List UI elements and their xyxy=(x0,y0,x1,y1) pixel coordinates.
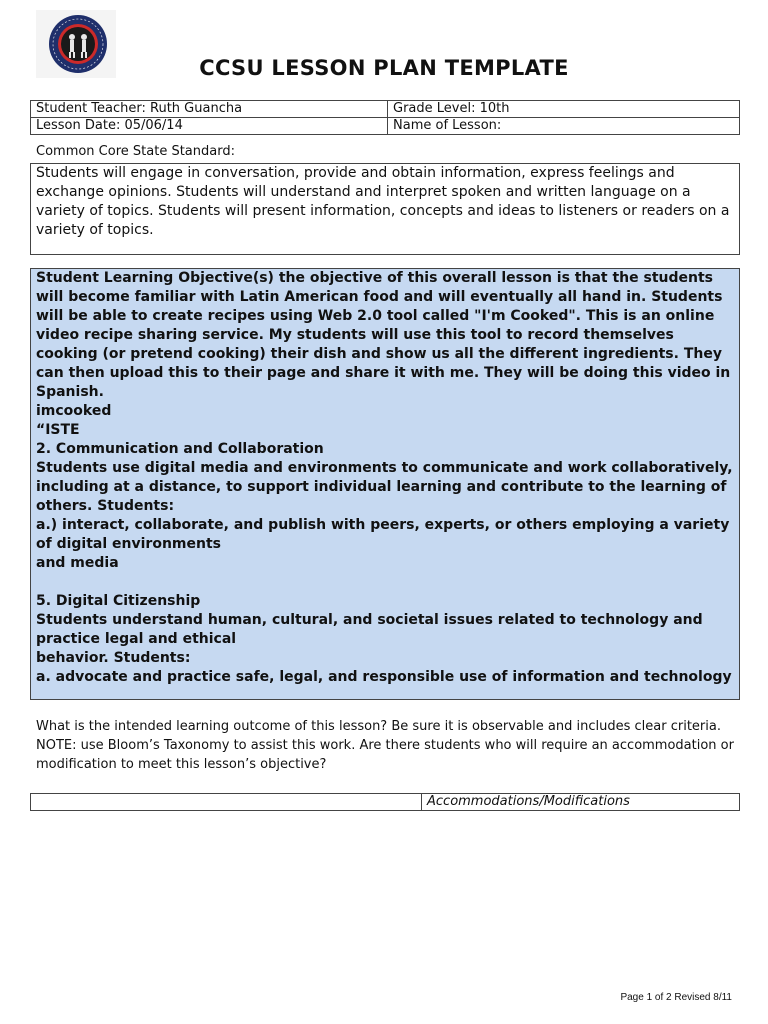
standard-2-item-a: a.) interact, collaborate, and publish with peers, experts, or others employing a variety of digital environments xyxy=(36,517,730,552)
spacer xyxy=(36,573,734,592)
imcooked-link[interactable]: imcooked xyxy=(36,403,112,419)
student-teacher-cell: Student Teacher: Ruth Guancha xyxy=(31,101,388,118)
iste-heading: “ISTE xyxy=(36,422,80,438)
standard-2-title: 2. Communication and Collaboration xyxy=(36,441,324,457)
standard-5-text: Students understand human, cultural, and societal issues related to technology and practice legal and ethical xyxy=(36,612,703,647)
standard-2-item-a-cont: and media xyxy=(36,555,119,571)
common-core-label: Common Core State Standard: xyxy=(36,144,235,159)
table-row xyxy=(31,794,740,811)
page-title: CCSU LESSON PLAN TEMPLATE xyxy=(199,56,569,80)
lesson-name-cell: Name of Lesson: xyxy=(388,118,740,135)
lesson-date-cell: Lesson Date: 05/06/14 xyxy=(31,118,388,135)
page-footer: Page 1 of 2 Revised 8/11 xyxy=(620,992,732,1003)
standard-5-text-cont: behavior. Students: xyxy=(36,650,191,666)
standard-5-title: 5. Digital Citizenship xyxy=(36,593,201,609)
accommodations-header-cell: Accommodations/Modifications xyxy=(422,794,740,811)
grade-level-cell: Grade Level: 10th xyxy=(388,101,740,118)
lesson-info-table xyxy=(30,100,740,135)
accommodations-table xyxy=(30,793,740,811)
table-row xyxy=(31,101,740,118)
accommodations-left-cell xyxy=(31,794,422,811)
standard-5-item-a: a. advocate and practice safe, legal, and responsible use of information and technology xyxy=(36,669,732,685)
standard-2-text: Students use digital media and environments to communicate and work collaboratively, including at a distance, to support individual learning and contribute to the learning of others. Students: xyxy=(36,460,733,514)
outcome-note: NOTE: use Bloom’s Taxonomy to assist this work. Are there students who will require an accommodation or modification to meet this lesson’s objective? xyxy=(36,738,734,772)
outcome-question: What is the intended learning outcome of this lesson? Be sure it is observable and includes clear criteria. xyxy=(36,719,721,734)
learning-objective-box xyxy=(30,268,740,700)
table-row xyxy=(31,118,740,135)
learning-outcome-section xyxy=(36,717,736,774)
common-core-box: Students will engage in conversation, provide and obtain information, express feelings and exchange opinions. Students will understand and interpret spoken and written language on a variety of topics. Students will present information, concepts and ideas to listeners or readers on a variety of topics. xyxy=(30,163,740,255)
objective-intro: Student Learning Objective(s) the objective of this overall lesson is that the students will become familiar with Latin American food and will eventually all hand in. Students will be able to create recipes using Web 2.0 tool called "I'm Cooked". This is an online video recipe sharing service. My students will use this tool to record themselves cooking (or pretend cooking) their dish and show us all the different ingredients. They can then upload this to their page and share it with me. They will be doing this video in Spanish. xyxy=(36,270,731,400)
